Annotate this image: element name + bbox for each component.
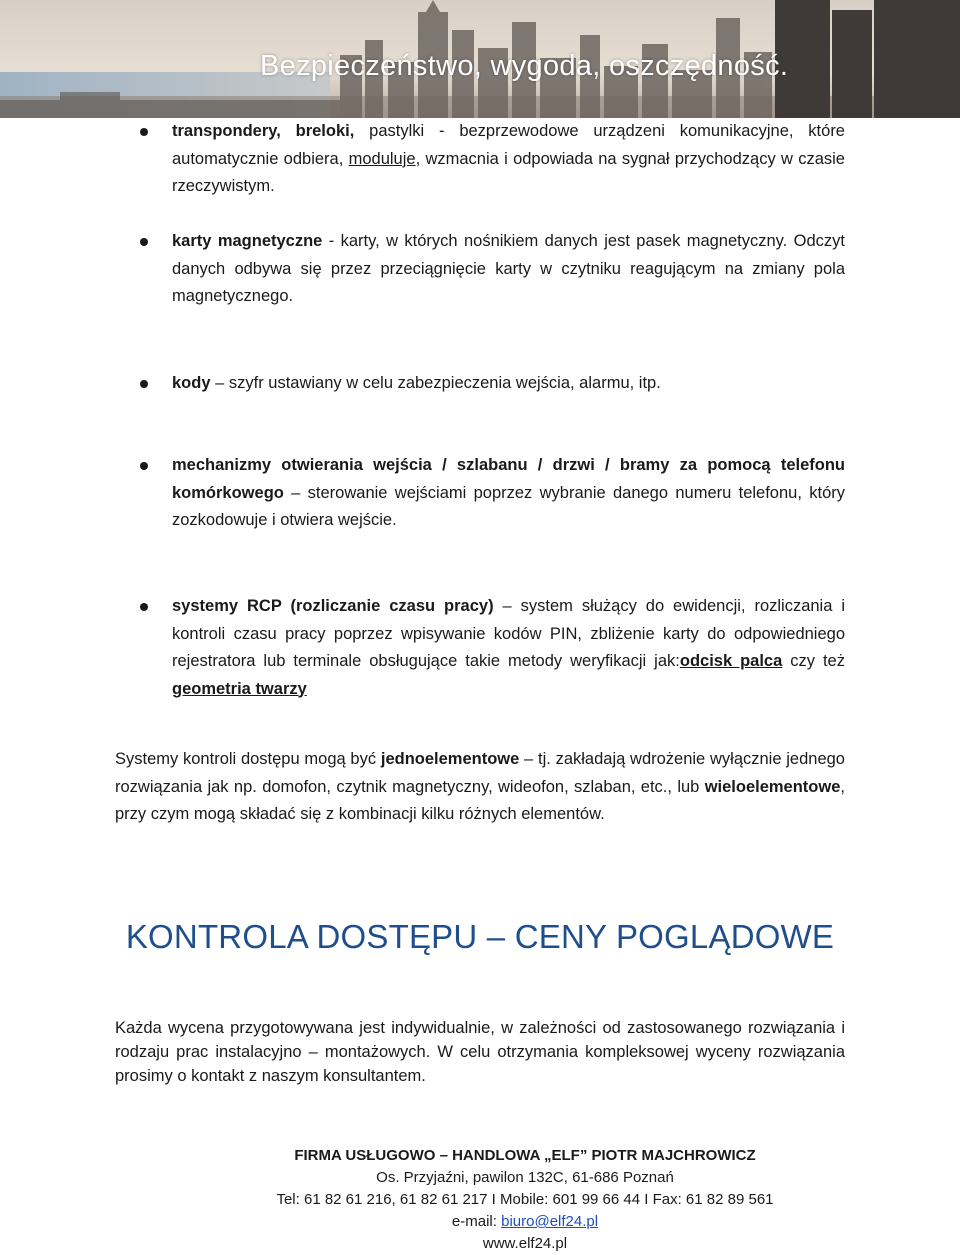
list-item-magnetic-cards <box>172 228 845 311</box>
bullet-dot <box>140 128 148 136</box>
footer-email-line <box>0 1211 960 1233</box>
list-item-transponders <box>172 118 845 201</box>
list-item-phone-gate <box>172 452 845 535</box>
link-moduluje[interactable]: moduluje <box>348 149 416 168</box>
bullet-dot <box>140 380 148 388</box>
link-fingerprint[interactable]: odcisk palca <box>679 652 783 670</box>
list-item-codes <box>172 370 845 398</box>
footer-phones: Tel: 61 82 61 216, 61 82 61 217 I Mobile: 601 99 66 44 I Fax: 61 82 89 561 <box>276 1191 774 1208</box>
footer-website[interactable]: www.elf24.pl <box>482 1235 568 1252</box>
footer-address: Os. Przyjaźni, pawilon 132C, 61-686 Poznań <box>376 1169 674 1186</box>
link-face-geometry[interactable]: geometria twarzy <box>172 679 307 698</box>
item-text: – sterowanie wejściami poprzez wybranie danego numeru telefonu, który zozkodowuje i otwiera wejście. <box>172 483 845 529</box>
bullet-dot <box>140 603 148 611</box>
bullet-dot <box>140 238 148 246</box>
item-term: systemy RCP (rozliczanie czasu pracy) <box>172 597 494 615</box>
item-text: czy też <box>782 652 845 670</box>
footer-email-label: e-mail: <box>451 1213 502 1230</box>
footer <box>0 1145 960 1255</box>
pricing-paragraph: Każda wycena przygotowywana jest indywidualnie, w zależności od zastosowanego rozwiązania i rodzaju prac instalacyjno – montażowych. W celu otrzymania kompleksowej wyceny rozwiązania prosimy o kontakt z naszym konsultantem. <box>115 1019 845 1085</box>
summary-paragraph <box>115 746 845 829</box>
bullet-dot <box>140 462 148 470</box>
item-term: transpondery, breloki, <box>172 122 355 140</box>
item-term: mechanizmy otwierania wejścia / szlabanu / drzwi / bramy za pomocą telefonu komórkowego <box>172 456 845 502</box>
footer-company: FIRMA USŁUGOWO – HANDLOWA „ELF” PIOTR MAJCHROWICZ <box>294 1147 756 1164</box>
summary-text: , przy czym mogą składać się z kombinacji kilku różnych elementów. <box>115 777 845 823</box>
summary-text: Systemy kontroli dostępu mogą być <box>115 750 381 768</box>
item-text: , wzmacnia i odpowiada na sygnał przychodzący w czasie rzeczywistym. <box>172 149 845 195</box>
section-heading: KONTROLA DOSTĘPU – CENY POGLĄDOWE <box>125 918 835 955</box>
header-banner <box>0 0 960 118</box>
item-term: karty magnetyczne <box>172 232 323 250</box>
banner-tagline: Bezpieczeństwo, wygoda, oszczędność. <box>260 50 789 82</box>
email-link[interactable]: biuro@elf24.pl <box>501 1213 599 1230</box>
list-item-rcp <box>172 593 845 703</box>
item-text: - karty, w których nośnikiem danych jest pasek magnetyczny. Odczyt danych odbywa się przez przeciągnięcie karty w czytniku reagującym na zmiany pola magnetycznego. <box>172 232 845 305</box>
summary-term: jednoelementowe <box>380 750 520 768</box>
summary-term: wieloelementowe <box>704 777 841 796</box>
item-text: – system służący do ewidencji, rozliczania i kontroli czasu pracy poprzez wpisywanie kodów PIN, zbliżenie karty do odpowiedniego rejestratora lub terminale obsługujące takie metody weryfikacji jak: <box>172 597 845 670</box>
item-term: kody <box>172 374 211 392</box>
item-text: – szyfr ustawiany w celu zabezpieczenia wejścia, alarmu, itp. <box>210 374 661 392</box>
summary-text: – tj. zakładają wdrożenie wyłącznie jednego rozwiązania jak np. domofon, czytnik magnetyczny, wideofon, szlaban, etc., lub <box>115 750 845 796</box>
item-text: pastylki - bezprzewodowe urządzeni komunikacyjne, które automatycznie odbiera, <box>172 122 845 168</box>
